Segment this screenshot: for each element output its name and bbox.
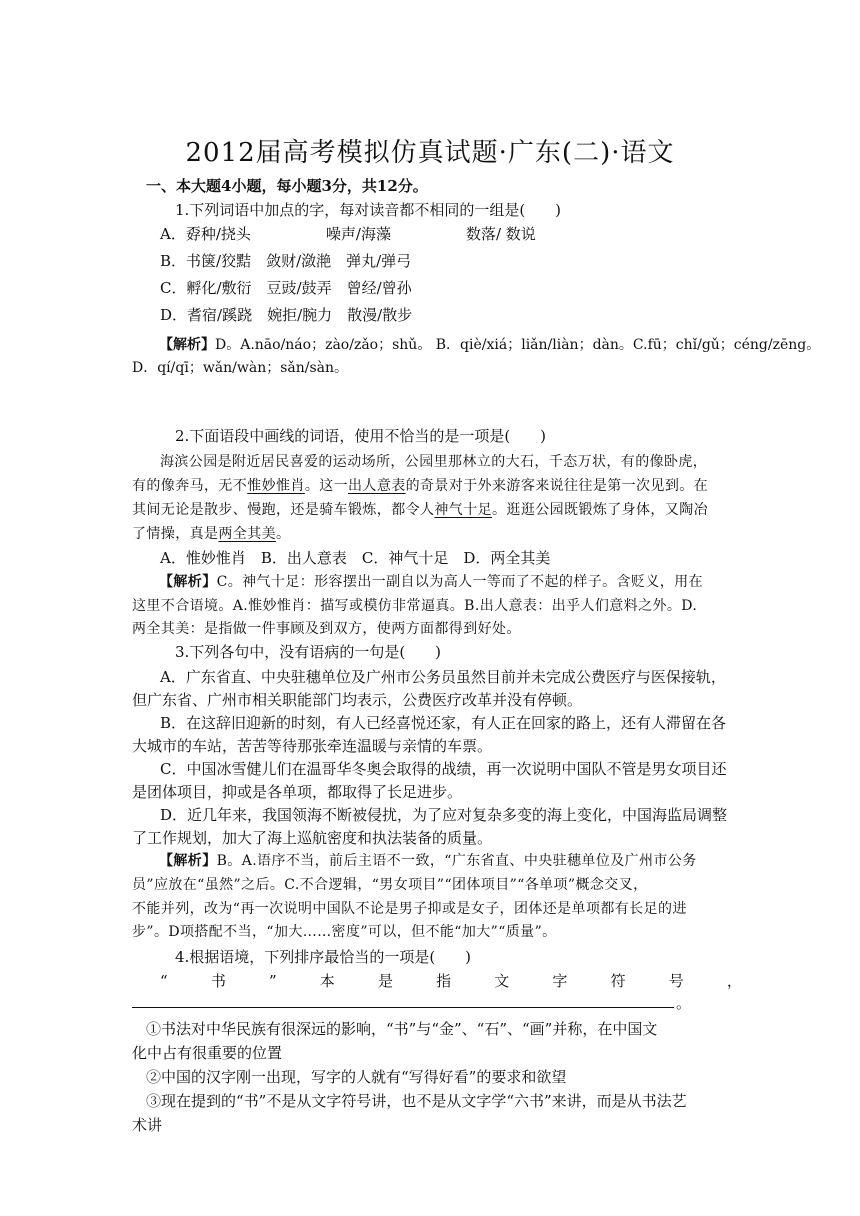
q3-option-c-line1: C．中国冰雪健儿们在温哥华冬奥会取得的战绩，再一次说明中国队不管是男女项目还 [160,760,727,778]
lead-char: 本 [319,972,335,990]
q3-stem: 3.下列各句中，没有语病的一句是( ) [175,643,442,661]
q2-analysis-line3: 两全其美：是指做一件事顾及到双方，使两方面都得到好处。 [132,621,521,637]
q1-analysis-text: D。A.nāo/náo；zào/zǎo；shǔ。 B．qiè/xiá；liǎn/liàn；dàn。C.fū；chǐ/gǔ；céng/zēng。 [215,337,821,353]
q1-option-b: B．书箧/狡黠 敛财/潋滟 弹丸/弹弓 [160,252,412,270]
passage-text: 的奇景对于外来游客来说往往是第一次见到。在 [405,478,709,494]
q4-item3-line2: 术讲 [132,1116,163,1134]
q1-analysis [159,333,821,357]
q1-option-c: C．孵化/敷衍 豆豉/鼓弄 曾经/曾孙 [160,279,412,297]
lead-char: 字 [552,972,568,990]
passage-text: 有的像奔马，无不 [132,478,248,494]
q3-analysis [159,849,769,873]
underlined-term-3: 神气十足 [434,502,493,518]
lead-char: 书 [210,972,226,990]
blank-underline [132,1007,674,1008]
q2-options: A．惟妙惟肖 B．出人意表 C．神气十足 D．两全其美 [160,549,551,567]
q3-analysis-line3: 不能并列，改为“再一次说明中国队不论是男子抑或是女子，团体还是单项都有长足的进 [132,901,687,917]
q3-option-b-line1: B．在这辞旧迎新的时刻，有人已经喜悦还家，有人正在回家的路上，还有人滞留在各 [160,714,727,732]
q3-option-b-line2: 大城市的车站，苦苦等待那张牵连温暖与亲情的车票。 [132,737,493,755]
blank-end: 。 [676,994,692,1012]
passage-text: 其间无论是散步、慢跑，还是骑车锻炼，都令人 [132,502,435,518]
underlined-term-1: 惟妙惟肖 [247,478,305,494]
q3-analysis-line2: 员”应放在“虽然”之后。C.不合逻辑，“男女项目”“团体项目”“各单项”概念交叉， [132,877,648,893]
analysis-label: 【解析】 [159,574,217,590]
q2-analysis-line2: 这里不合语境。A.惟妙惟肖：描写或模仿非常逼真。B.出人意表：出乎人们意料之外。D. [132,598,698,614]
q1-option-d: D．耆宿/蹊跷 婉拒/腕力 散漫/散步 [160,306,413,324]
lead-char: 符 [610,972,626,990]
q4-item1-line1: ①书法对中华民族有很深远的影响，“书”与“金”、“石”、“画”并称，在中国文 [146,1020,658,1038]
q3-option-d-line2: 了工作规划，加大了海上巡航密度和执法装备的质量。 [132,829,493,847]
q2-analysis [159,570,769,594]
underlined-term-2: 出人意表 [348,478,406,494]
q3-option-a-line1: A．广东省直、中央驻穗单位及广州市公务员虽然目前并未完成公费医疗与医保接轨， [160,668,726,686]
section-heading: 一、本大题4小题，每小题3分，共12分。 [146,177,428,195]
q3-option-c-line2: 是团体项目，抑或是各单项，都取得了长足进步。 [132,783,463,801]
page-title: 2012届高考模拟仿真试题·广东(二)·语文 [185,138,675,168]
passage-text: 。 [276,526,291,542]
q4-blank-line [132,991,742,1015]
analysis-label: 【解析】 [159,853,217,869]
q4-item1-line2: 化中占有很重要的位置 [132,1044,283,1062]
lead-char: ， [726,972,742,990]
q3-option-d-line1: D．近几年来，我国领海不断被侵扰，为了应对复杂多变的海上变化，中国海监局调整 [160,806,728,824]
q1-analysis-line2: D．qí/qī；wǎn/wàn；sǎn/sàn。 [132,360,349,376]
q2-passage-line3 [132,498,742,522]
q1-option-a: A．孬种/挠头 噪声/海藻 数落/ 数说 [160,225,536,243]
lead-char: 指 [436,972,452,990]
q2-analysis-text: C。神气十足：形容摆出一副自以为高人一等而了不起的样子。含贬义，用在 [216,574,703,590]
q4-stem: 4.根据语境，下列排序最恰当的一项是( ) [175,948,472,966]
q4-item2: ②中国的汉字刚一出现，写字的人就有“写得好看”的要求和欲望 [146,1068,567,1086]
q3-analysis-line4: 步”。D项搭配不当，“加大……密度”可以，但不能“加大”“质量”。 [132,924,557,940]
passage-text: 。逛逛公园既锻炼了身体，又陶冶 [492,502,709,518]
q3-analysis-text: B。A.语序不当，前后主语不一致，“广东省直、中央驻穗单位及广州市公务 [216,853,697,869]
lead-char: 号 [668,972,684,990]
q3-option-a-line2: 但广东省、广州市相关职能部门均表示，公费医疗改革并没有停顿。 [132,691,583,709]
lead-char: 文 [494,972,510,990]
q4-item3-line1: ③现在提到的“书”不是从文字符号讲，也不是从文字学“六书”来讲，而是从书法艺 [146,1092,687,1110]
q2-passage-line1: 海滨公园是附近居民喜爱的运动场所，公园里那林立的大石，千态万状，有的像卧虎， [160,454,708,470]
passage-text: 。这一 [304,478,349,494]
underlined-term-4: 两全其美 [218,526,277,542]
q2-passage-line4 [132,522,742,546]
analysis-label: 【解析】 [159,337,215,353]
lead-char: 是 [377,972,393,990]
q1-stem: 1.下列词语中加点的字，每对读音都不相同的一组是( ) [175,201,562,219]
q2-passage-line2 [132,474,742,498]
lead-char: “ [160,972,168,990]
q2-stem: 2.下面语段中画线的词语，使用不恰当的是一项是( ) [175,427,547,445]
lead-char: ” [268,972,277,990]
q4-lead-sentence [160,969,742,993]
passage-text: 了情操，真是 [132,526,219,542]
